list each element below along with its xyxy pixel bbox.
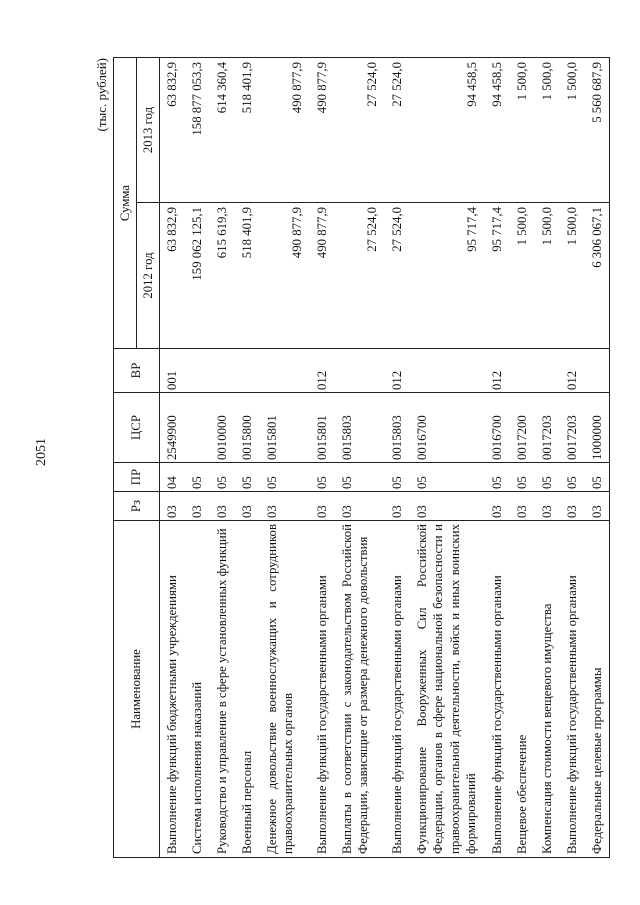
row-vr xyxy=(510,349,535,393)
row-2013: 490 877,9 xyxy=(310,58,335,203)
row-csr: 2549900 xyxy=(160,393,185,463)
row-rz: 03 xyxy=(260,492,310,521)
row-rz: 03 xyxy=(310,492,335,521)
table-row xyxy=(535,58,560,858)
header-sum: Сумма xyxy=(114,58,137,349)
header-name: Наименование xyxy=(114,521,160,858)
table-row xyxy=(510,58,535,858)
row-pr: 05 xyxy=(385,463,410,492)
row-csr xyxy=(185,393,210,463)
row-name: Денежное довольствие военнослужащих и сотрудников правоохранительных органов xyxy=(260,521,310,858)
row-2013: 158 877 053,3 xyxy=(185,58,210,203)
row-2013: 94 458,5 xyxy=(485,58,510,203)
units-note: (тыс. рублей) xyxy=(94,58,109,132)
row-2012: 95 717,4 xyxy=(410,203,485,349)
row-pr: 05 xyxy=(335,463,385,492)
row-vr: 012 xyxy=(385,349,410,393)
row-csr: 0010000 xyxy=(210,393,235,463)
row-2013: 1 500,0 xyxy=(560,58,585,203)
row-csr: 0015801 xyxy=(310,393,335,463)
row-pr: 05 xyxy=(585,463,610,492)
row-vr: 012 xyxy=(560,349,585,393)
row-name: Выполнение функций государственными органами xyxy=(560,521,585,858)
row-pr: 05 xyxy=(310,463,335,492)
row-rz: 03 xyxy=(510,492,535,521)
row-rz: 03 xyxy=(235,492,260,521)
row-2012: 1 500,0 xyxy=(535,203,560,349)
row-2013: 94 458,5 xyxy=(410,58,485,203)
table-row xyxy=(560,58,585,858)
table-row xyxy=(235,58,260,858)
budget-table-sheet xyxy=(91,58,611,858)
table-row xyxy=(185,58,210,858)
header-rz: Рз xyxy=(114,492,160,521)
row-2013: 1 500,0 xyxy=(535,58,560,203)
row-2013: 27 524,0 xyxy=(335,58,385,203)
header-csr: ЦСР xyxy=(114,393,160,463)
row-2013: 490 877,9 xyxy=(260,58,310,203)
row-csr: 0015800 xyxy=(235,393,260,463)
table-body xyxy=(160,58,610,858)
table-row xyxy=(160,58,185,858)
row-name: Вещевое обеспечение xyxy=(510,521,535,858)
row-pr: 04 xyxy=(160,463,185,492)
row-2012: 615 619,3 xyxy=(210,203,235,349)
table-row xyxy=(310,58,335,858)
table-row xyxy=(385,58,410,858)
table-row xyxy=(335,58,385,858)
row-csr: 0015801 xyxy=(260,393,310,463)
row-vr: 001 xyxy=(160,349,185,393)
row-name: Компенсация стоимости вещевого имущества xyxy=(535,521,560,858)
row-rz: 03 xyxy=(585,492,610,521)
row-pr: 05 xyxy=(235,463,260,492)
budget-table xyxy=(113,57,610,858)
table-row xyxy=(260,58,310,858)
row-rz: 03 xyxy=(160,492,185,521)
row-2013: 1 500,0 xyxy=(510,58,535,203)
table-row xyxy=(410,58,485,858)
row-vr xyxy=(210,349,235,393)
table-row xyxy=(210,58,235,858)
row-name: Руководство и управление в сфере установленных функций xyxy=(210,521,235,858)
row-pr: 05 xyxy=(485,463,510,492)
row-csr: 1000000 xyxy=(585,393,610,463)
row-rz: 03 xyxy=(185,492,210,521)
page-number: 2051 xyxy=(34,438,49,466)
row-vr: 012 xyxy=(485,349,510,393)
row-vr xyxy=(535,349,560,393)
row-name: Выполнение функций государственными органами xyxy=(385,521,410,858)
row-rz: 03 xyxy=(560,492,585,521)
row-pr: 05 xyxy=(210,463,235,492)
row-2012: 27 524,0 xyxy=(335,203,385,349)
row-rz: 03 xyxy=(335,492,385,521)
row-pr: 05 xyxy=(510,463,535,492)
row-2012: 159 062 125,1 xyxy=(185,203,210,349)
row-pr: 05 xyxy=(560,463,585,492)
header-year-2012: 2012 год xyxy=(137,203,160,349)
table-row xyxy=(485,58,510,858)
row-name: Выполнение функций государственными органами xyxy=(485,521,510,858)
row-2013: 5 560 687,9 xyxy=(585,58,610,203)
header-pr: ПР xyxy=(114,463,160,492)
row-2013: 27 524,0 xyxy=(385,58,410,203)
row-vr xyxy=(235,349,260,393)
row-2012: 490 877,9 xyxy=(310,203,335,349)
row-name: Выплаты в соответствии с законодательством Российской Федерации, зависящие от размера денежного довольствия xyxy=(335,521,385,858)
row-2012: 490 877,9 xyxy=(260,203,310,349)
row-csr: 0016700 xyxy=(410,393,485,463)
row-vr xyxy=(260,349,310,393)
row-2012: 518 401,9 xyxy=(235,203,260,349)
header-vr: ВР xyxy=(114,349,160,393)
row-name: Выполнение функций государственными органами xyxy=(310,521,335,858)
row-2012: 6 306 067,1 xyxy=(585,203,610,349)
row-pr: 05 xyxy=(185,463,210,492)
row-csr: 0015803 xyxy=(335,393,385,463)
row-2013: 63 832,9 xyxy=(160,58,185,203)
row-vr: 012 xyxy=(310,349,335,393)
row-2013: 614 360,4 xyxy=(210,58,235,203)
row-pr: 05 xyxy=(410,463,485,492)
row-rz: 03 xyxy=(485,492,510,521)
row-csr: 0017200 xyxy=(510,393,535,463)
row-vr xyxy=(585,349,610,393)
row-csr: 0016700 xyxy=(485,393,510,463)
row-2013: 518 401,9 xyxy=(235,58,260,203)
row-vr xyxy=(185,349,210,393)
row-2012: 1 500,0 xyxy=(560,203,585,349)
table-header xyxy=(114,58,160,858)
row-2012: 1 500,0 xyxy=(510,203,535,349)
row-vr xyxy=(410,349,485,393)
header-year-2013: 2013 год xyxy=(137,58,160,203)
row-csr: 0017203 xyxy=(560,393,585,463)
row-csr: 0015803 xyxy=(385,393,410,463)
row-name: Федеральные целевые программы xyxy=(585,521,610,858)
row-pr: 05 xyxy=(535,463,560,492)
row-rz: 03 xyxy=(535,492,560,521)
row-rz: 03 xyxy=(385,492,410,521)
row-2012: 63 832,9 xyxy=(160,203,185,349)
row-name: Выполнение функций бюджетными учреждениями xyxy=(160,521,185,858)
row-csr: 0017203 xyxy=(535,393,560,463)
table-row xyxy=(585,58,610,858)
row-rz: 03 xyxy=(210,492,235,521)
row-name: Функционирование Вооруженных Сил Российской Федерации, органов в сфере национальной безопасности и правоохранительной деятельности, войск и иных воинских формирований xyxy=(410,521,485,858)
row-rz: 03 xyxy=(410,492,485,521)
row-2012: 27 524,0 xyxy=(385,203,410,349)
row-pr: 05 xyxy=(260,463,310,492)
row-name: Система исполнения наказаний xyxy=(185,521,210,858)
row-2012: 95 717,4 xyxy=(485,203,510,349)
row-vr xyxy=(335,349,385,393)
row-name: Военный персонал xyxy=(235,521,260,858)
